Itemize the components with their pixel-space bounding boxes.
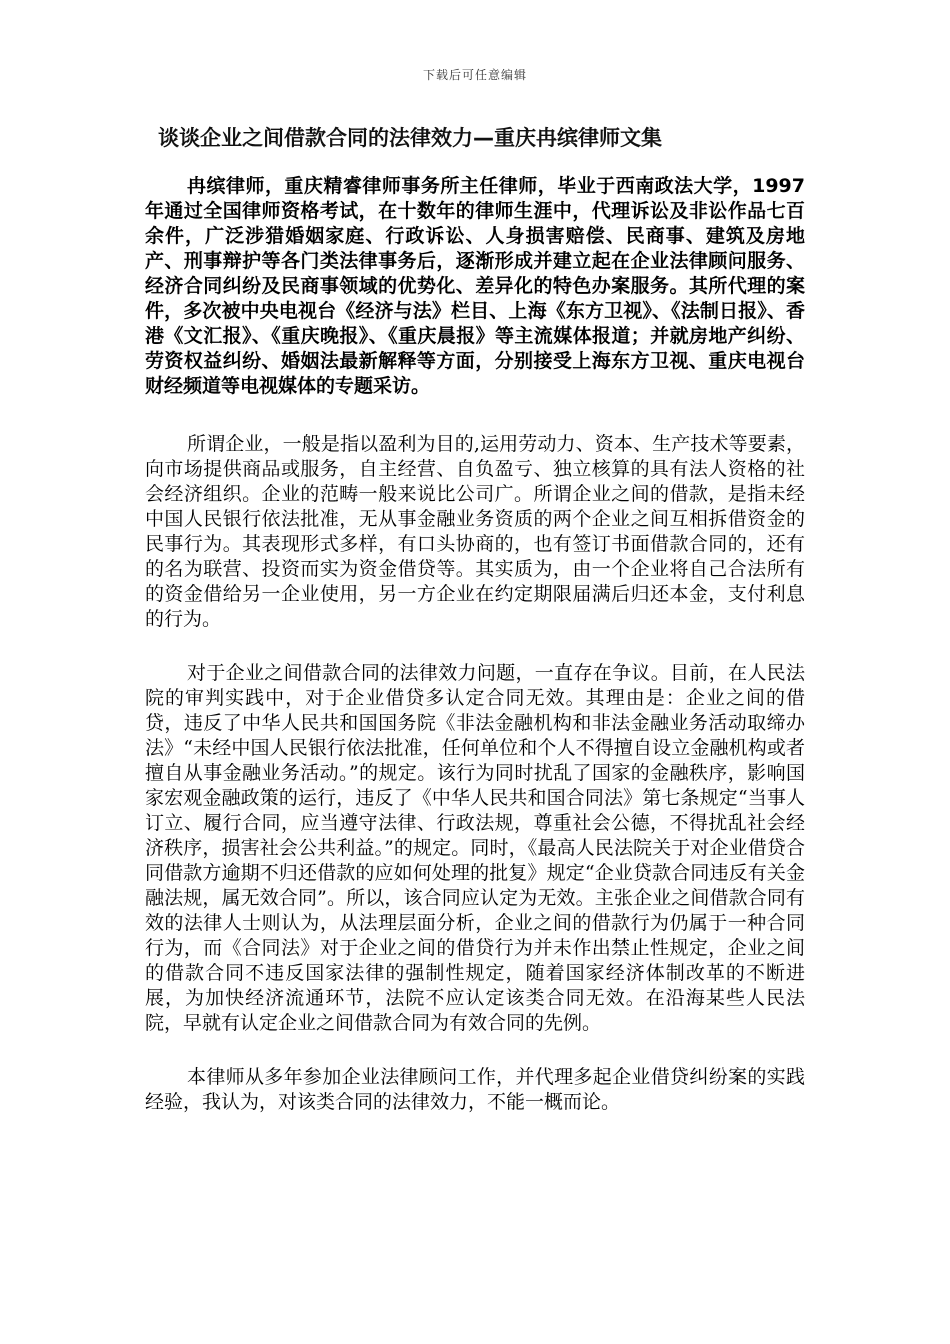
body-paragraph-controversy: 对于企业之间借款合同的法律效力问题，一直存在争议。目前，在人民法院的审判实践中，对于企业借贷多认定合同无效。其理由是：企业之间的借贷，违反了中华人民共和国国务院《非法金融机构和非法金融业务活动取缔办法》“未经中国人民银行依法批准，任何单位和个人不得擅自设立金融机构或者擅自从事金融业务活动。”的规定。该行为同时扰乱了国家的金融秩序，影响国家宏观金融政策的运行，违反了《中华人民共和国合同法》第七条规定“当事人订立、履行合同，应当遵守法律、行政法规，尊重社会公德，不得扰乱社会经济秩序，损害社会公共利益。”的规定。同时，《最高人民法院关于对企业借贷合同借款方逾期不归还借款的应如何处理的批复》规定“企业贷款合同违反有关金融法规，属无效合同”。所以，该合同应认定为无效。主张企业之间借款合同有效的法律人士则认为，从法理层面分析，企业之间的借款行为仍属于一种合同行为，而《合同法》对于企业之间的借贷行为并未作出禁止性规定，企业之间的借款合同不违反国家法律的强制性规定，随着国家经济体制改革的不断进展，为加快经济流通环节，法院不应认定该类合同无效。在沿海某些人民法院，早就有认定企业之间借款合同为有效合同的先例。 [145, 662, 805, 1034]
body-paragraph-opinion: 本律师从多年参加企业法律顾问工作，并代理多起企业借贷纠纷案的实践经验，我认为，对该类合同的法律效力，不能一概而论。 [145, 1066, 805, 1113]
author-intro-paragraph: 冉缤律师，重庆精睿律师事务所主任律师，毕业于西南政法大学，1997年通过全国律师资格考试，在十数年的律师生涯中，代理诉讼及非讼作品七百余件，广泛涉猎婚姻家庭、行政诉讼、人身损害赔偿、民商事、建筑及房地产、刑事辩护等各门类法律事务后，逐渐形成并建立起在企业法律顾问服务、经济合同纠纷及民商事领域的优势化、差异化的特色办案服务。其所代理的案件，多次被中央电视台《经济与法》栏目、上海《东方卫视》、《法制日报》、香港《文汇报》、《重庆晚报》、《重庆晨报》等主流媒体报道；并就房地产纠纷、劳资权益纠纷、婚姻法最新解释等方面，分别接受上海东方卫视、重庆电视台财经频道等电视媒体的专题采访。 [145, 175, 805, 397]
document-title: 谈谈企业之间借款合同的法律效力—重庆冉缤律师文集 [158, 126, 662, 150]
document-body [145, 174, 805, 1144]
header-note: 下载后可任意编辑 [422, 68, 527, 82]
body-paragraph-definition: 所谓企业，一般是指以盈利为目的,运用劳动力、资本、生产技术等要素，向市场提供商品或服务，自主经营、自负盈亏、独立核算的具有法人资格的社会经济组织。企业的范畴一般来说比公司广。所谓企业之间的借款，是指未经中国人民银行依法批准，无从事金融业务资质的两个企业之间互相拆借资金的民事行为。其表现形式多样，有口头协商的，也有签订书面借款合同的，还有的名为联营、投资而实为资金借贷等。其实质为，由一个企业将自己合法所有的资金借给另一企业使用，另一方企业在约定期限届满后归还本金，支付利息的行为。 [145, 433, 805, 630]
